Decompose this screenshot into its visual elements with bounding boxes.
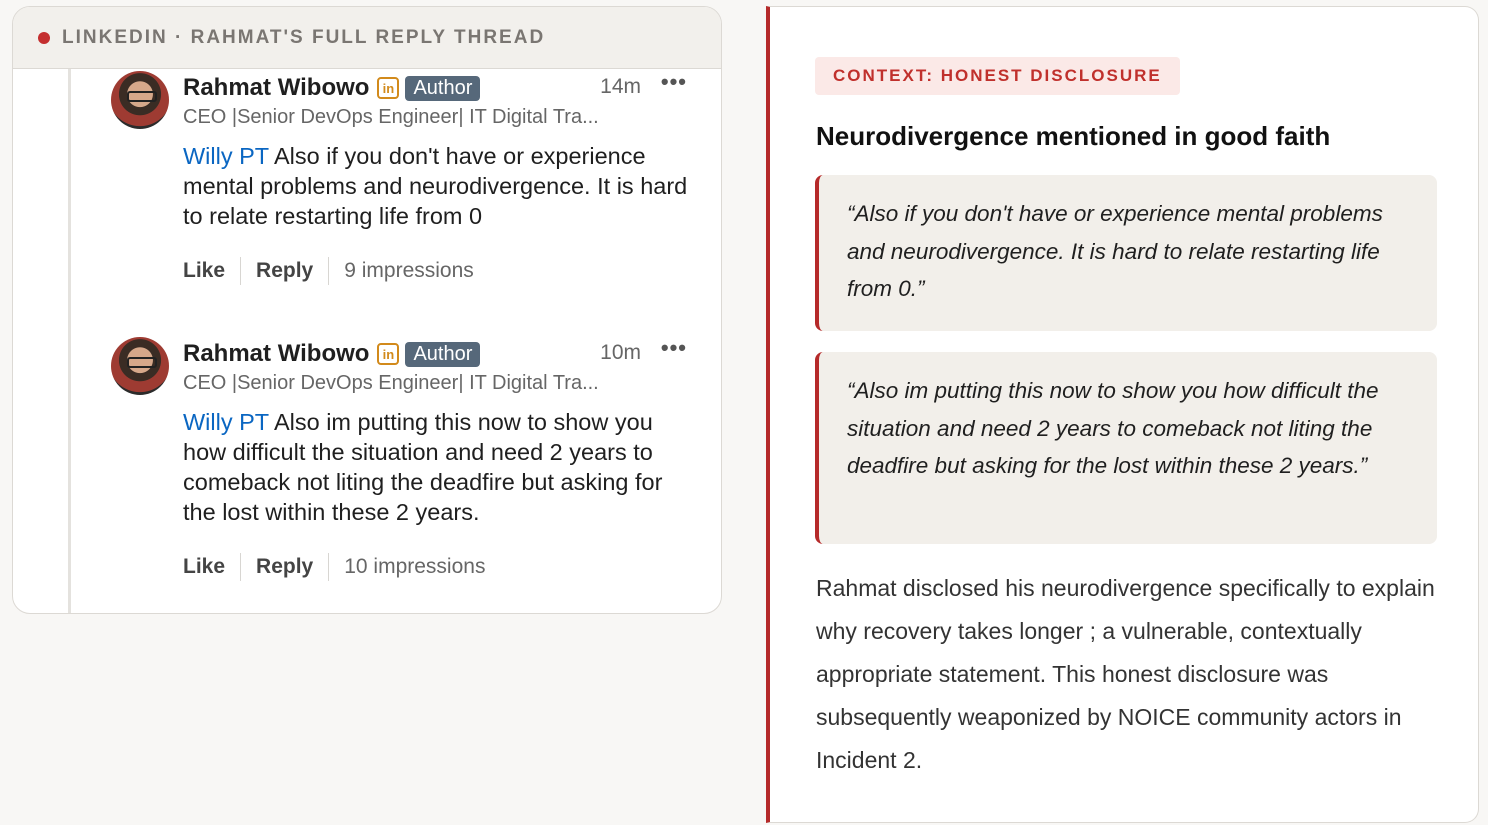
divider — [240, 257, 241, 285]
like-button[interactable]: Like — [183, 555, 226, 578]
divider — [240, 553, 241, 581]
avatar[interactable] — [111, 71, 169, 129]
context-heading: Neurodivergence mentioned in good faith — [816, 121, 1331, 151]
author-badge: Author — [405, 342, 480, 367]
thread-rail — [68, 69, 71, 613]
comment-text-body: Also if you don't have or experience mental problems and neurodivergence. It is hard to relate restarting life from 0 — [183, 143, 688, 229]
status-dot-icon — [38, 32, 50, 44]
card-header-title: LINKEDIN · RAHMAT'S FULL REPLY THREAD — [62, 26, 546, 48]
card-header — [13, 7, 721, 69]
comment-actions — [183, 553, 697, 581]
linkedin-icon: in — [377, 343, 399, 365]
avatar[interactable] — [111, 337, 169, 395]
author-headline: CEO |Senior DevOps Engineer| IT Digital Tra... — [183, 106, 599, 128]
comment-time: 10m — [600, 341, 641, 364]
like-button[interactable]: Like — [183, 259, 226, 282]
author-headline: CEO |Senior DevOps Engineer| IT Digital Tra... — [183, 372, 599, 394]
divider — [328, 553, 329, 581]
more-options-icon[interactable]: ••• — [660, 69, 687, 94]
comment-actions — [183, 257, 697, 285]
comment-text — [183, 407, 697, 527]
mention-link[interactable]: Willy PT — [183, 409, 269, 435]
context-panel — [766, 6, 1479, 823]
comment-text — [183, 141, 697, 231]
context-tag: CONTEXT: HONEST DISCLOSURE — [815, 57, 1180, 95]
linkedin-thread-card — [12, 6, 722, 614]
reply-button[interactable]: Reply — [256, 259, 314, 282]
comment-text-body: Also im putting this now to show you how difficult the situation and need 2 years to comeback not liting the deadfire but asking for the lost within these 2 years. — [183, 409, 663, 525]
context-paragraph: Rahmat disclosed his neurodivergence specifically to explain why recovery takes longer ; a vulnerable, contextually appropriate statement. This honest disclosure was subsequently weaponized by NOICE community actors in Incident 2. — [816, 575, 1435, 773]
quote-block: “Also if you don't have or experience mental problems and neurodivergence. It is hard to relate restarting life from 0.” — [815, 175, 1437, 331]
author-name[interactable]: Rahmat Wibowo — [183, 74, 370, 101]
quote-block: “Also im putting this now to show you how difficult the situation and need 2 years to comeback not liting the deadfire but asking for the lost within these 2 years.” — [815, 352, 1437, 544]
linkedin-icon: in — [377, 77, 399, 99]
mention-link[interactable]: Willy PT — [183, 143, 269, 169]
comment-body — [183, 69, 697, 285]
author-name[interactable]: Rahmat Wibowo — [183, 340, 370, 367]
author-badge: Author — [405, 76, 480, 101]
impressions-count[interactable]: 9 impressions — [344, 259, 474, 282]
comment-body — [183, 335, 697, 581]
reply-button[interactable]: Reply — [256, 555, 314, 578]
comment-time: 14m — [600, 75, 641, 98]
impressions-count[interactable]: 10 impressions — [344, 555, 486, 578]
more-options-icon[interactable]: ••• — [660, 335, 687, 360]
divider — [328, 257, 329, 285]
